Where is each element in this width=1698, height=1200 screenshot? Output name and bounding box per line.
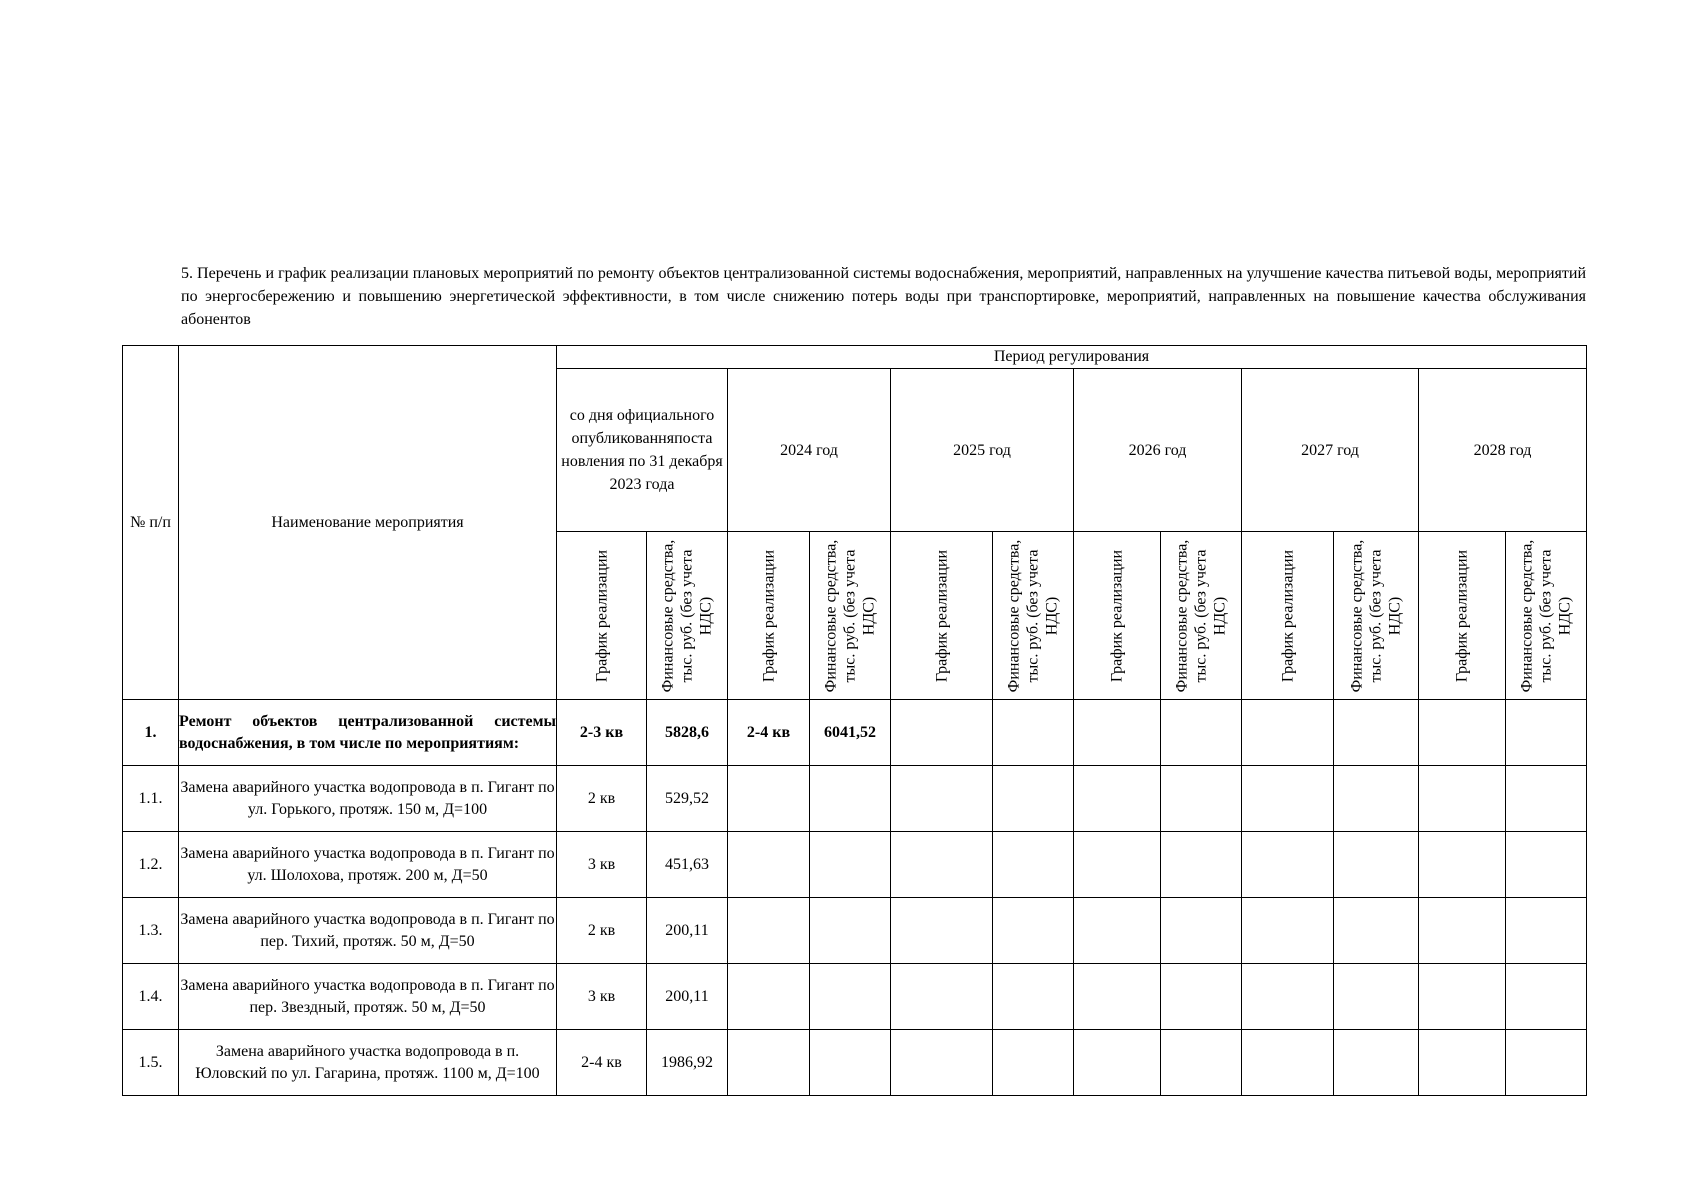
row-finance-cell: 200,11 (647, 898, 728, 964)
row-schedule-cell: 2 кв (557, 766, 647, 832)
row-finance-cell (810, 766, 891, 832)
row-schedule-cell: 3 кв (557, 832, 647, 898)
row-finance-cell (1506, 832, 1587, 898)
row-number: 1.4. (123, 964, 179, 1030)
row-schedule-cell (891, 964, 993, 1030)
row-finance-cell (993, 700, 1074, 766)
row-finance-cell (1334, 766, 1419, 832)
row-schedule-cell: 3 кв (557, 964, 647, 1030)
row-schedule-cell (1074, 1030, 1161, 1096)
row-finance-cell: 6041,52 (810, 700, 891, 766)
row-finance-cell (1506, 964, 1587, 1030)
col-name-header: Наименование мероприятия (179, 346, 557, 700)
row-schedule-cell (1242, 766, 1334, 832)
row-finance-cell (1161, 898, 1242, 964)
row-schedule-cell (728, 766, 810, 832)
row-schedule-cell (1419, 898, 1506, 964)
row-schedule-cell (891, 700, 993, 766)
row-activity-name: Замена аварийного участка водопровода в п. Гигант по ул. Горького, протяж. 150 м, Д=100 (179, 766, 557, 832)
row-schedule-cell (728, 898, 810, 964)
row-schedule-cell (728, 964, 810, 1030)
table-row (123, 1030, 1587, 1096)
row-schedule-cell: 2-4 кв (728, 700, 810, 766)
row-finance-cell (993, 1030, 1074, 1096)
row-finance-cell: 5828,6 (647, 700, 728, 766)
row-schedule-cell (1419, 964, 1506, 1030)
row-finance-cell (1506, 898, 1587, 964)
row-schedule-cell (1074, 832, 1161, 898)
subheader-finance (1161, 532, 1242, 700)
subheader-finance (1506, 532, 1587, 700)
row-schedule-cell (1074, 964, 1161, 1030)
subheader-finance (1334, 532, 1419, 700)
row-schedule-cell (891, 832, 993, 898)
row-finance-cell: 1986,92 (647, 1030, 728, 1096)
row-schedule-cell (1242, 1030, 1334, 1096)
row-number: 1.3. (123, 898, 179, 964)
row-activity-name: Замена аварийного участка водопровода в п. Гигант по пер. Тихий, протяж. 50 м, Д=50 (179, 898, 557, 964)
row-finance-cell (1334, 964, 1419, 1030)
row-schedule-cell: 2-4 кв (557, 1030, 647, 1096)
row-finance-cell (810, 898, 891, 964)
subheader-schedule (1242, 532, 1334, 700)
subheader-schedule-label: График реализации (1279, 549, 1296, 682)
subheader-schedule (1074, 532, 1161, 700)
subheader-schedule (728, 532, 810, 700)
subheader-schedule-label: График реализации (1108, 549, 1126, 682)
subheader-schedule-label: График реализации (1453, 549, 1471, 682)
row-number: 1. (123, 700, 179, 766)
subheader-finance (810, 532, 891, 700)
row-schedule-cell (1074, 898, 1161, 964)
period-header: Период регулирования (557, 346, 1587, 369)
row-schedule-cell (728, 832, 810, 898)
row-schedule-cell: 2 кв (557, 898, 647, 964)
row-finance-cell (993, 766, 1074, 832)
subheader-finance-label: Финансовые средства, тыс. руб. (без учета НДС) (822, 539, 878, 692)
row-finance-cell (1161, 766, 1242, 832)
row-finance-cell (810, 1030, 891, 1096)
row-finance-cell (1506, 700, 1587, 766)
row-schedule-cell (1242, 964, 1334, 1030)
row-schedule-cell (1242, 832, 1334, 898)
row-schedule-cell (1242, 898, 1334, 964)
period-initial-header: со дня официального опубликованняпоста новления по 31 декабря 2023 года (557, 369, 728, 532)
row-finance-cell (993, 898, 1074, 964)
period-2026-header: 2026 год (1074, 369, 1242, 532)
row-finance-cell (1334, 700, 1419, 766)
period-2025-header: 2025 год (891, 369, 1074, 532)
row-schedule-cell (1074, 700, 1161, 766)
row-number: 1.2. (123, 832, 179, 898)
row-finance-cell (1334, 898, 1419, 964)
row-finance-cell: 200,11 (647, 964, 728, 1030)
subheader-finance-label: Финансовые средства, тыс. руб. (без учета НДС) (1348, 539, 1404, 692)
subheader-schedule (1419, 532, 1506, 700)
row-schedule-cell (1419, 1030, 1506, 1096)
row-schedule-cell (891, 898, 993, 964)
row-activity-name: Замена аварийного участка водопровода в п. Юловский по ул. Гагарина, протяж. 1100 м, Д=100 (179, 1030, 557, 1096)
row-finance-cell (1161, 832, 1242, 898)
row-schedule-cell (891, 1030, 993, 1096)
subheader-finance (647, 532, 728, 700)
row-finance-cell (1161, 1030, 1242, 1096)
period-2024-header: 2024 год (728, 369, 891, 532)
row-finance-cell (1161, 700, 1242, 766)
subheader-finance-label: Финансовые средства, тыс. руб. (без учета НДС) (659, 539, 715, 692)
row-finance-cell (1334, 1030, 1419, 1096)
row-schedule-cell (1242, 700, 1334, 766)
row-finance-cell (1161, 964, 1242, 1030)
row-schedule-cell (891, 766, 993, 832)
subheader-schedule (557, 532, 647, 700)
col-num-header: № п/п (123, 346, 179, 700)
section-heading: 5. Перечень и график реализации плановых мероприятий по ремонту объектов централизованной системы водоснабжения, мероприятий, направленных на улучшение качества питьевой воды, мероприятий по энергосбережению и повышению энергетической эффективности, в том числе снижению потерь воды при транспортировке, мероприятий, направленных на повышение качества обслуживания абонентов (181, 265, 1586, 328)
row-number: 1.5. (123, 1030, 179, 1096)
row-finance-cell (993, 832, 1074, 898)
row-finance-cell (1506, 766, 1587, 832)
row-number: 1.1. (123, 766, 179, 832)
row-finance-cell (993, 964, 1074, 1030)
subheader-finance-label: Финансовые средства, тыс. руб. (без учета НДС) (1173, 539, 1229, 692)
row-finance-cell (810, 964, 891, 1030)
row-finance-cell: 451,63 (647, 832, 728, 898)
subheader-schedule (891, 532, 993, 700)
row-finance-cell (1506, 1030, 1587, 1096)
row-schedule-cell (1419, 832, 1506, 898)
table-row (123, 964, 1587, 1030)
subheader-finance (993, 532, 1074, 700)
subheader-finance-label: Финансовые средства, тыс. руб. (без учета НДС) (1005, 539, 1061, 692)
table-row (123, 832, 1587, 898)
row-schedule-cell (1419, 766, 1506, 832)
row-schedule-cell: 2-3 кв (557, 700, 647, 766)
subheader-finance-label: Финансовые средства, тыс. руб. (без учета НДС) (1518, 539, 1574, 692)
period-2027-header: 2027 год (1242, 369, 1419, 532)
row-activity-name: Замена аварийного участка водопровода в п. Гигант по ул. Шолохова, протяж. 200 м, Д=50 (179, 832, 557, 898)
table-row (123, 766, 1587, 832)
activities-table (122, 345, 1587, 1096)
subheader-schedule-label: График реализации (593, 549, 610, 682)
row-finance-cell (1334, 832, 1419, 898)
row-activity-name: Ремонт объектов централизованной системы водоснабжения, в том числе по мероприятиям: (179, 700, 557, 766)
row-schedule-cell (1074, 766, 1161, 832)
row-activity-name: Замена аварийного участка водопровода в п. Гигант по пер. Звездный, протяж. 50 м, Д=50 (179, 964, 557, 1030)
table-row (123, 700, 1587, 766)
period-2028-header: 2028 год (1419, 369, 1587, 532)
row-schedule-cell (728, 1030, 810, 1096)
row-finance-cell: 529,52 (647, 766, 728, 832)
table-row (123, 898, 1587, 964)
subheader-schedule-label: График реализации (933, 549, 950, 682)
row-schedule-cell (1419, 700, 1506, 766)
row-finance-cell (810, 832, 891, 898)
subheader-schedule-label: График реализации (760, 549, 777, 682)
